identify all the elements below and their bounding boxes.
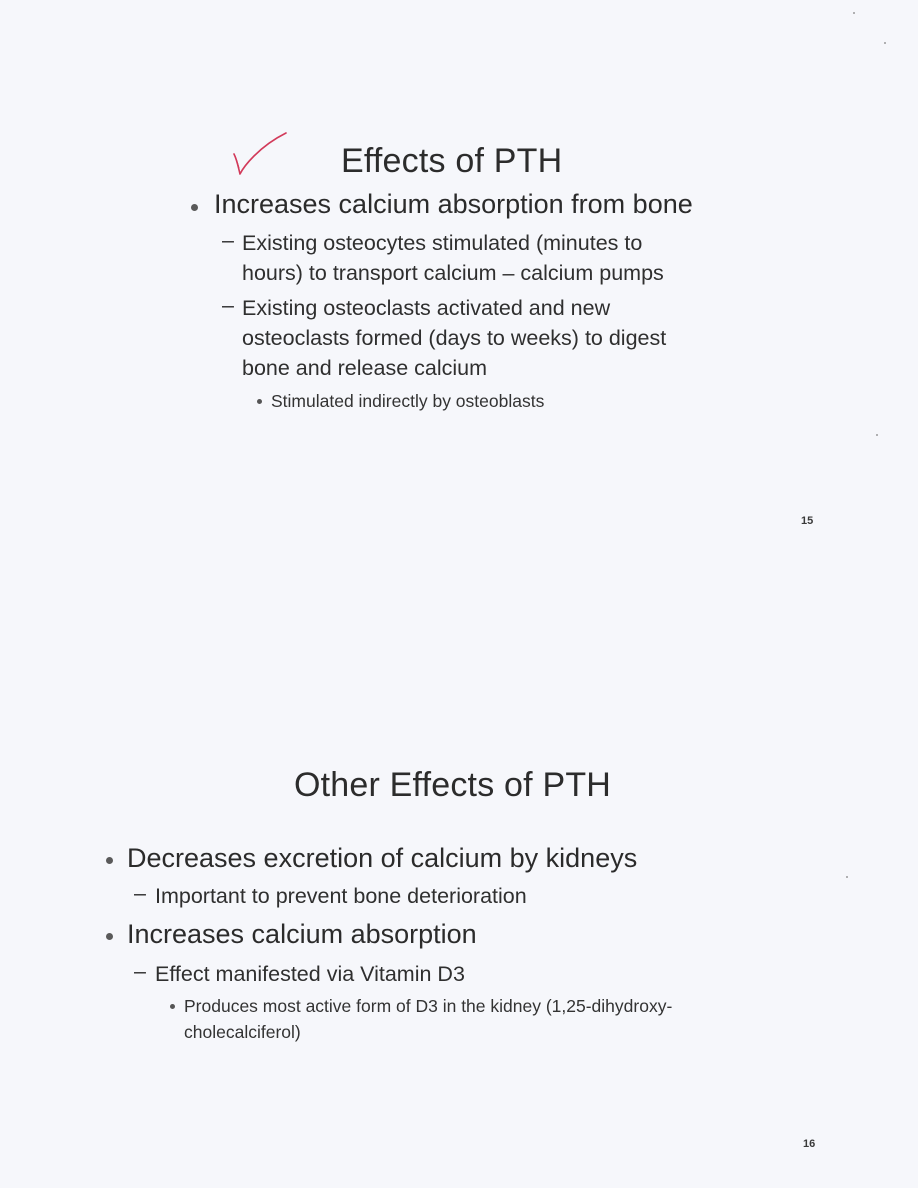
dash-marker: – [134,881,146,905]
dash-marker: – [222,228,234,252]
sub-item-line: osteoclasts formed (days to weeks) to digest [242,326,667,350]
bullet-item: Increases calcium absorption from bone [214,189,693,219]
bullet-icon [106,857,113,864]
page-number: 15 [801,515,814,527]
bullet-icon [257,399,262,404]
sub-item-line: Existing osteocytes stimulated (minutes to [242,231,643,255]
bullet-item: Decreases excretion of calcium by kidneys [127,843,638,873]
page-number: 16 [803,1138,816,1150]
scan-speck [876,434,878,436]
scan-speck [884,42,886,44]
slide-title: Other Effects of PTH [294,766,612,804]
bullet-icon [170,1004,175,1009]
bullet-icon [106,933,113,940]
scan-speck [846,876,848,878]
slide-16 [0,594,918,1188]
sub-item-line: hours) to transport calcium – calcium pumps [242,261,664,285]
sub-sub-item-line: cholecalciferol) [184,1022,301,1042]
dash-marker: – [134,959,146,983]
handwritten-checkmark-icon [228,130,290,182]
dash-marker: – [222,293,234,317]
sub-sub-item: Stimulated indirectly by osteoblasts [271,391,545,411]
bullet-icon [191,204,198,211]
sub-item-line: bone and release calcium [242,356,488,380]
sub-item-line: Effect manifested via Vitamin D3 [155,962,465,986]
sub-sub-item-line: Produces most active form of D3 in the kidney (1,25-dihydroxy- [184,996,673,1016]
slide-title: Effects of PTH [341,142,563,180]
sub-item-line: Important to prevent bone deterioration [155,884,527,908]
sub-item-line: Existing osteoclasts activated and new [242,296,611,320]
scan-speck [853,12,855,14]
bullet-item: Increases calcium absorption [127,919,477,949]
